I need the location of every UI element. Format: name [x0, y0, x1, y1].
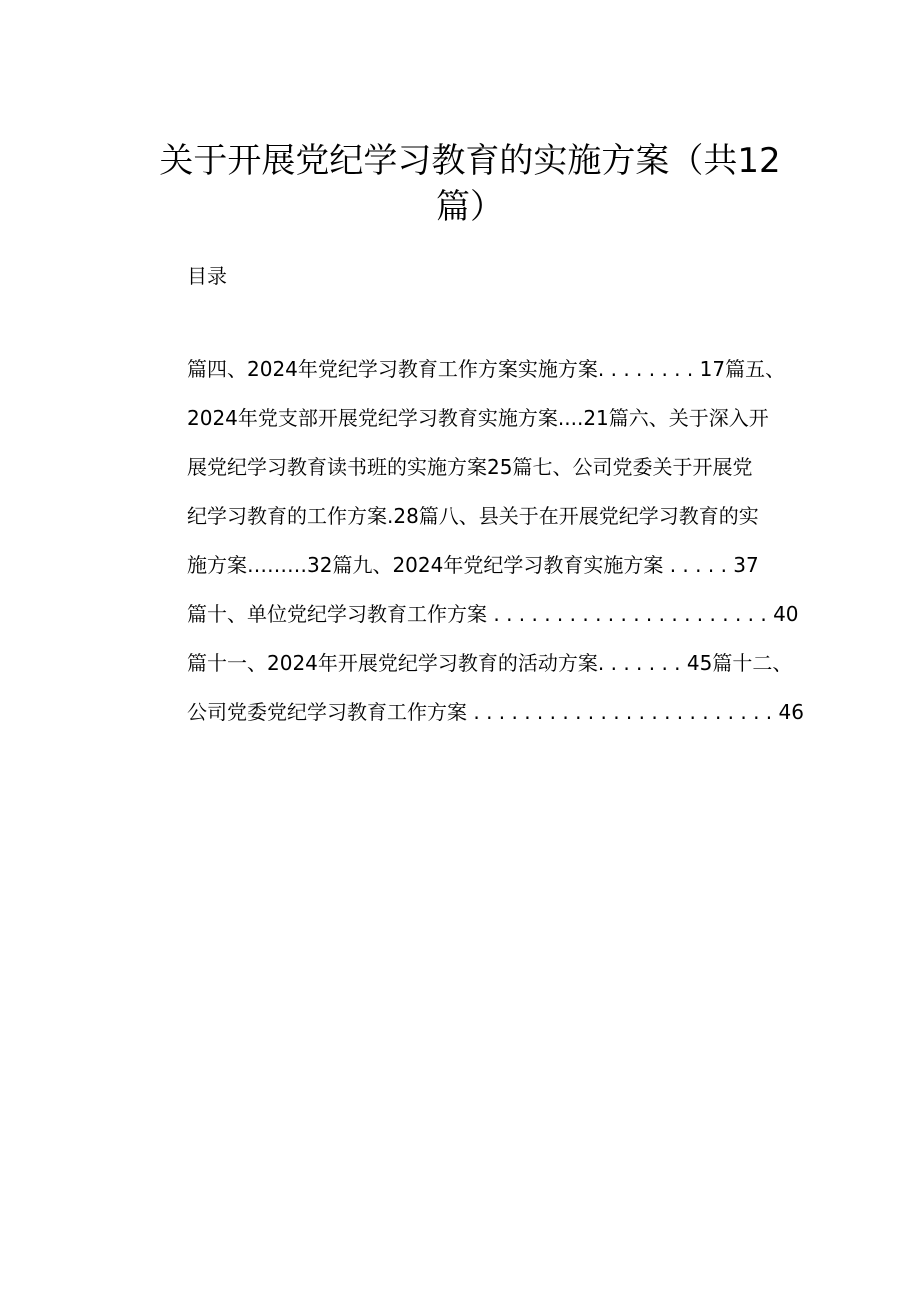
toc-line: 2024年党支部开展党纪学习教育实施方案....21篇六、关于深入开: [187, 406, 769, 430]
title-line-2: 篇）: [436, 187, 504, 227]
toc-line: 纪学习教育的工作方案.28篇八、县关于在开展党纪学习教育的实: [187, 504, 759, 528]
table-of-contents: [187, 354, 807, 745]
toc-line: 展党纪学习教育读书班的实施方案25篇七、公司党委关于开展党: [187, 455, 753, 479]
toc-line: 篇十、单位党纪学习教育工作方案 . . . . . . . . . . . . . . . . . . . . . . 40: [187, 602, 799, 626]
document-title: [150, 138, 790, 230]
toc-line: 公司党委党纪学习教育工作方案 . . . . . . . . . . . . . . . . . . . . . . . . 46: [187, 700, 804, 724]
title-line-1: 关于开展党纪学习教育的实施方案（共12: [159, 141, 781, 181]
toc-line: 施方案………32篇九、2024年党纪学习教育实施方案 . . . . . 37: [187, 553, 759, 577]
toc-heading: 目录: [187, 264, 227, 288]
toc-line: 篇十一、2024年开展党纪学习教育的活动方案. . . . . . . 45篇十二、: [187, 651, 793, 675]
toc-line: 篇四、2024年党纪学习教育工作方案实施方案. . . . . . . . 17篇五、: [187, 357, 786, 381]
